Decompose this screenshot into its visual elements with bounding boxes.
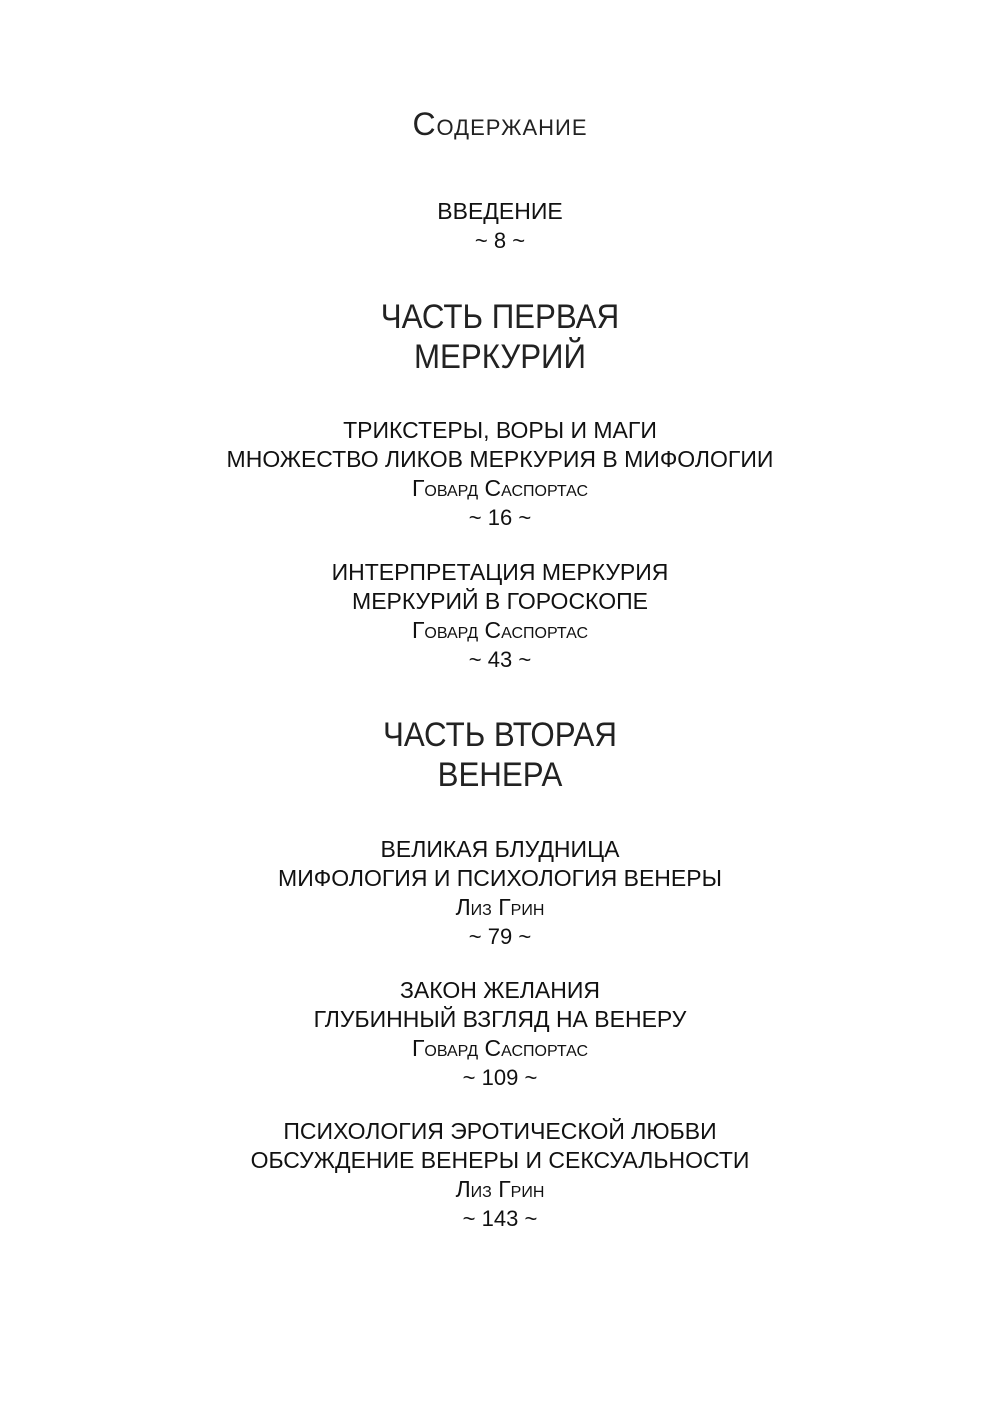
part-two-name: ВЕНЕРА: [437, 756, 563, 794]
toc-entry[interactable]: [0, 1117, 1000, 1233]
entry-subtitle: МИФОЛОГИЯ И ПСИХОЛОГИЯ ВЕНЕРЫ: [278, 865, 722, 891]
entry-title: ТРИКСТЕРЫ, ВОРЫ И МАГИ: [343, 417, 657, 443]
entry-page: ~ 79 ~: [468, 924, 532, 949]
part-two-label: ЧАСТЬ ВТОРАЯ: [383, 716, 617, 754]
entry-title: ИНТЕРПРЕТАЦИЯ МЕРКУРИЯ: [331, 559, 669, 585]
part-one-label: ЧАСТЬ ПЕРВАЯ: [380, 298, 620, 336]
part-two-heading: [40, 715, 960, 795]
toc-entry[interactable]: [0, 835, 1000, 951]
toc-entry[interactable]: [0, 558, 1000, 674]
entry-page: ~ 43 ~: [468, 647, 532, 672]
entry-author: Говард Саспортас: [411, 475, 589, 501]
entry-subtitle: МЕРКУРИЙ В ГОРОСКОПЕ: [352, 588, 648, 614]
entry-author: Лиз Грин: [455, 894, 545, 920]
toc-entry-intro[interactable]: [0, 197, 1000, 255]
entry-author: Говард Саспортас: [411, 617, 589, 643]
entry-page: ~ 8 ~: [474, 228, 526, 253]
entry-page: ~ 109 ~: [462, 1065, 538, 1090]
entry-title: ПСИХОЛОГИЯ ЭРОТИЧЕСКОЙ ЛЮБВИ: [283, 1118, 717, 1144]
entry-title: ВЕЛИКАЯ БЛУДНИЦА: [380, 836, 620, 862]
entry-title: ВВЕДЕНИЕ: [437, 198, 563, 224]
page-title: Содержание: [412, 106, 588, 142]
entry-author: Говард Саспортас: [411, 1035, 589, 1061]
entry-page: ~ 143 ~: [462, 1206, 538, 1231]
part-one-heading: [40, 297, 960, 377]
part-one-name: МЕРКУРИЙ: [413, 338, 587, 376]
entry-page: ~ 16 ~: [468, 505, 532, 530]
entry-author: Лиз Грин: [455, 1176, 545, 1202]
entry-subtitle: ГЛУБИННЫЙ ВЗГЛЯД НА ВЕНЕРУ: [313, 1006, 687, 1032]
entry-title: ЗАКОН ЖЕЛАНИЯ: [399, 977, 601, 1003]
entry-subtitle: МНОЖЕСТВО ЛИКОВ МЕРКУРИЯ В МИФОЛОГИИ: [226, 446, 774, 472]
entry-subtitle: ОБСУЖДЕНИЕ ВЕНЕРЫ И СЕКСУАЛЬНОСТИ: [250, 1147, 750, 1173]
toc-entry[interactable]: [0, 416, 1000, 532]
toc-entry[interactable]: [0, 976, 1000, 1092]
